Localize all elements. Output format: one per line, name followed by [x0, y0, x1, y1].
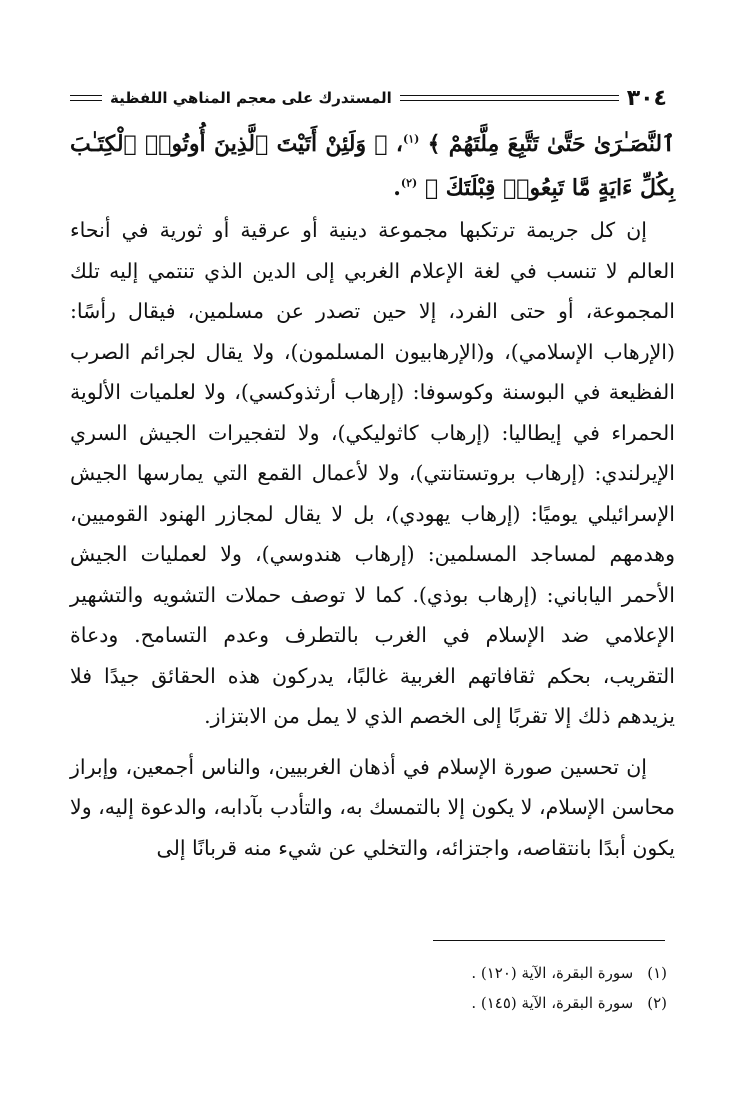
footnote-separator: [433, 940, 665, 941]
quran-end: .: [393, 175, 401, 201]
header-rule-right: [400, 95, 619, 101]
main-text: [70, 122, 675, 868]
footnote-number: (١): [647, 964, 667, 982]
footnote-ref-1: (١): [402, 132, 420, 146]
quran-verse-2: ، ﴿ وَلَئِنْ أَتَيْتَ ٱلَّذِينَ أُوتُوا۟ ٱلْكِتَـٰبَ بِكُلِّ ءَايَةٍ مَّا تَبِعُوا۟ قِبْلَتَكَ ﴾: [70, 131, 675, 201]
page-header: [70, 86, 667, 110]
footnote-ref-2: (٢): [400, 176, 418, 190]
quran-verses: [70, 122, 675, 210]
footnote-text: سورة البقرة، الآية (١٢٠) .: [471, 964, 634, 982]
running-title: المستدرك على معجم المناهي اللفظية: [110, 89, 392, 107]
page-number: ٣٠٤: [626, 85, 667, 111]
header-rule-left: [70, 95, 102, 101]
quran-verse-1: ٱلنَّصَـٰرَىٰ حَتَّىٰ تَتَّبِعَ مِلَّتَهُمْ ﴾: [427, 131, 675, 157]
footnote-text: سورة البقرة، الآية (١٤٥) .: [471, 994, 634, 1012]
footnotes: [70, 958, 667, 1018]
footnote-number: (٢): [647, 994, 667, 1012]
footnote-2: [70, 988, 667, 1018]
footnote-1: [70, 958, 667, 988]
paragraph-2: إن تحسين صورة الإسلام في أذهان الغربيين، والناس أجمعين، وإبراز محاسن الإسلام، لا يكون إلا بالتمسك به، والتأدب بآدابه، والدعوة إليه، ولا يكون أبدًا بانتقاصه، واجتزائه، والتخلي عن شيء منه قربانًا إلى: [70, 754, 675, 860]
paragraph-1: إن كل جريمة ترتكبها مجموعة دينية أو عرقية أو ثورية في أنحاء العالم لا تنسب في لغة الإعلام الغربي إلى الدين الذي تنتمي إليه تلك المجموعة، أو حتى الفرد، إلا حين تصدر عن مسلمين، فيقال رأسًا: (الإرهاب الإسلامي)، و(الإرهابيون المسلمون)، ولا يقال لجرائم الصرب الفظيعة في البوسنة وكوسوفا: (إرهاب أرثذوكسي)، ولا لعلميات الألوية الحمراء في إيطاليا: (إرهاب كاثوليكي)، ولا لتفجيرات الجيش السري الإيرلندي: (إرهاب بروتستانتي)، ولا لأعمال القمع التي يمارسها الجيش الإسرائيلي يوميًا: (إرهاب يهودي)، بل لا يقال لمجازر الهنود القوميين، وهدمهم لمساجد المسلمين: (إرهاب هندوسي)، ولا لعمليات الجيش الأحمر الياباني: (إرهاب بوذي). كما لا توصف حملات التشويه والتشهير الإعلامي ضد الإسلام في الغرب بالتطرف وعدم التسامح. ودعاة التقريب، بحكم ثقافاتهم الغربية غالبًا، يدركون هذه الحقائق جيدًا فلا يزيدهم ذلك إلا تقربًا إلى الخصم الذي لا يمل من الابتزاز.: [70, 218, 675, 728]
